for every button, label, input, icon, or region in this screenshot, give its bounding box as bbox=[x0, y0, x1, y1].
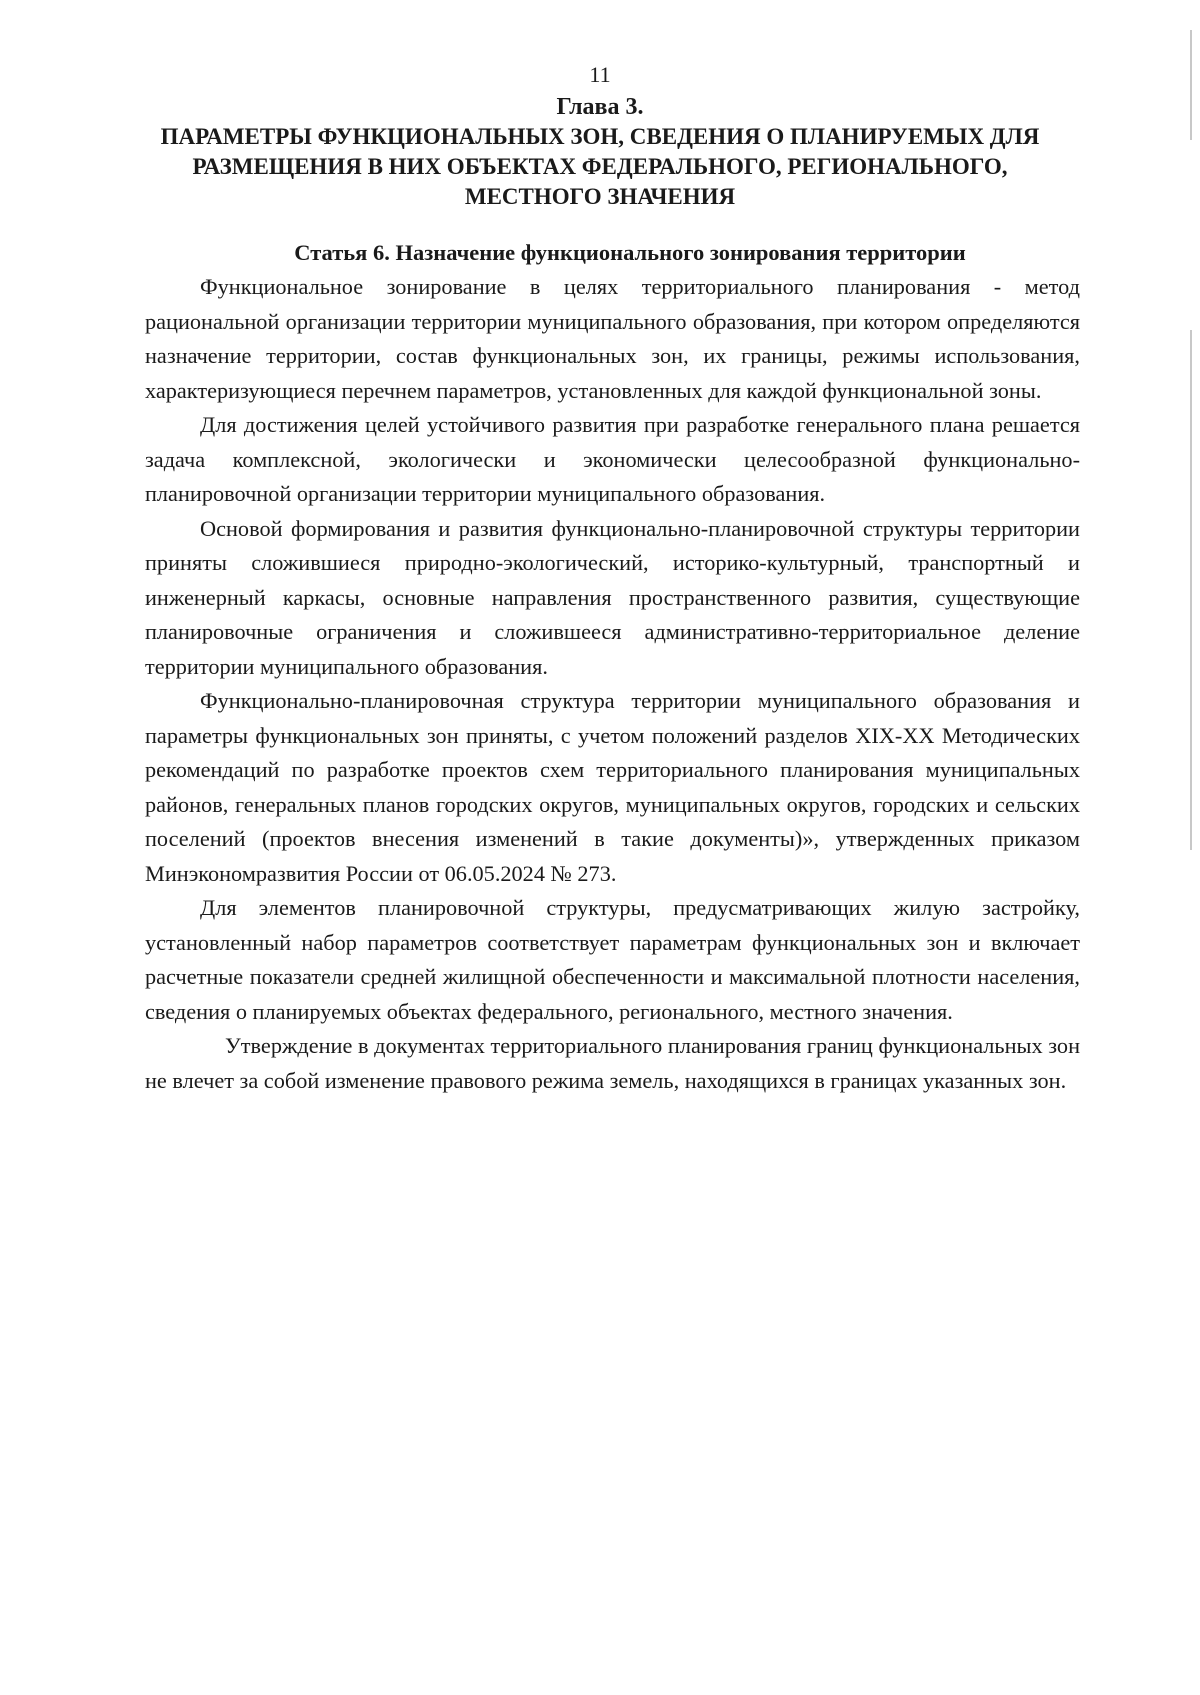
chapter-subtitle-line-3: МЕСТНОГО ЗНАЧЕНИЯ bbox=[464, 184, 736, 209]
chapter-subtitle-line-2: РАЗМЕЩЕНИЯ В НИХ ОБЪЕКТАХ ФЕДЕРАЛЬНОГО, РЕГИОНАЛЬНОГО, bbox=[192, 154, 1008, 179]
paragraph: Основой формирования и развития функционально-планировочной структуры территории приняты сложившиеся природно-экологический, историко-культурный, транспортный и инженерный каркасы, основные направления пространственного развития, существующие планировочные ограничения и сложившееся административно-территориальное деление территории муниципального образования. bbox=[145, 515, 1080, 679]
scan-edge-mark bbox=[1190, 30, 1192, 140]
paragraph: Функционально-планировочная структура территории муниципального образования и параметры функциональных зон приняты, с учетом положений разделов XIX-XX Методических рекомендаций по разработке проектов схем территориального планирования муниципальных районов, генеральных планов городских округов, муниципальных округов, городских и сельских поселений (проектов внесения изменений в такие документы)», утвержденных приказом Минэкономразвития России от 06.05.2024 № 273. bbox=[145, 688, 1080, 886]
scan-edge-mark bbox=[1190, 330, 1192, 850]
page-number: 11 bbox=[589, 62, 611, 87]
article-title: Статья 6. Назначение функционального зонирования территории bbox=[294, 240, 966, 265]
chapter-heading bbox=[120, 92, 1080, 212]
chapter-title: Глава 3. bbox=[556, 94, 644, 120]
article-body bbox=[145, 270, 1080, 1098]
chapter-subtitle-line-1: ПАРАМЕТРЫ ФУНКЦИОНАЛЬНЫХ ЗОН, СВЕДЕНИЯ О ПЛАНИРУЕМЫХ ДЛЯ bbox=[160, 124, 1040, 149]
paragraph: Функциональное зонирование в целях территориального планирования - метод рациональной организации территории муниципального образования, при котором определяются назначение территории, состав функциональных зон, их границы, режимы использования, характеризующиеся перечнем параметров, установленных для каждой функциональной зоны. bbox=[145, 274, 1080, 403]
paragraph: Утверждение в документах территориального планирования границ функциональных зон не влечет за собой изменение правового режима земель, находящихся в границах указанных зон. bbox=[145, 1033, 1080, 1093]
paragraph: Для достижения целей устойчивого развития при разработке генерального плана решается задача комплексной, экологически и экономически целесообразной функционально-планировочной организации территории муниципального образования. bbox=[145, 412, 1080, 506]
paragraph: Для элементов планировочной структуры, предусматривающих жилую застройку, установленный набор параметров соответствует параметрам функциональных зон и включает расчетные показатели средней жилищной обеспеченности и максимальной плотности населения, сведения о планируемых объектах федерального, регионального, местного значения. bbox=[145, 895, 1080, 1024]
